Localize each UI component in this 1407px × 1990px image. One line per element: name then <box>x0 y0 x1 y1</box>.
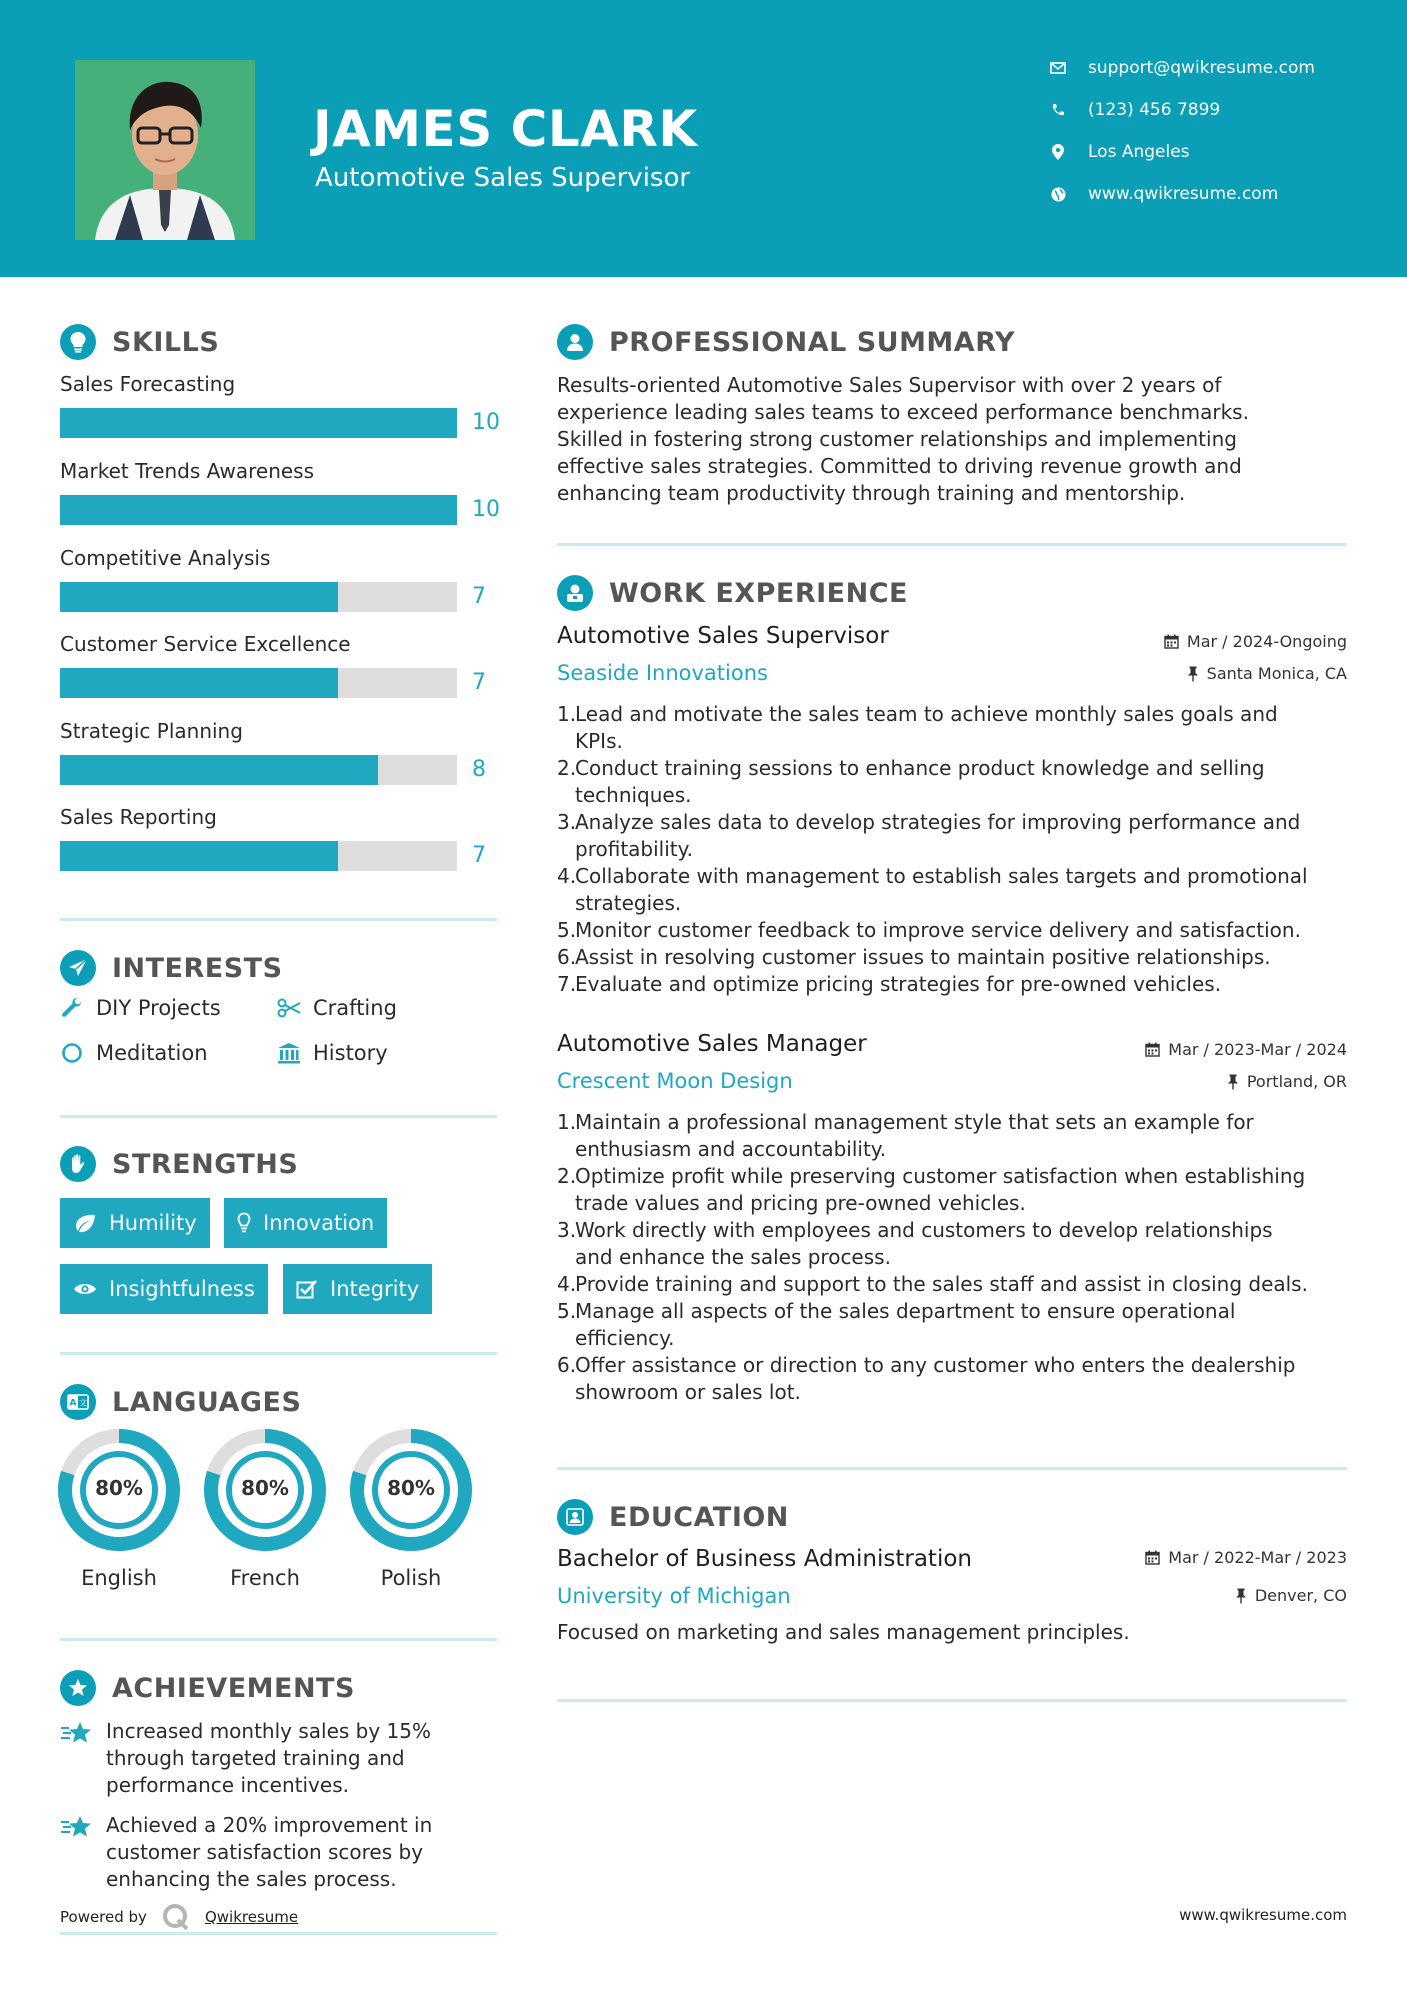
duty-item: 7. Evaluate and optimize pricing strategies for pre-owned vehicles. <box>557 972 1222 996</box>
language-percent: 80% <box>95 1476 143 1500</box>
lightbulb-icon <box>237 1212 251 1234</box>
language-item <box>203 1428 327 1590</box>
qwikresume-link[interactable]: Qwikresume <box>204 1908 299 1926</box>
interests-heading <box>60 950 283 986</box>
section-divider <box>60 1932 497 1935</box>
svg-text:A: A <box>69 1398 77 1409</box>
language-name: English <box>81 1566 157 1590</box>
skill-label: Sales Forecasting <box>60 372 236 396</box>
skill-bar <box>60 408 457 438</box>
skill-bar-fill <box>60 408 457 438</box>
summary-title: PROFESSIONAL SUMMARY <box>609 326 1016 358</box>
candidate-title: Automotive Sales Supervisor <box>315 163 691 193</box>
language-percent: 80% <box>387 1476 435 1500</box>
interest-label: Meditation <box>96 1041 208 1065</box>
duty-line: and enhance the sales process. <box>575 1245 891 1269</box>
skill-bar <box>60 668 457 698</box>
experience-title: WORK EXPERIENCE <box>609 577 908 609</box>
contact-website[interactable] <box>1050 184 1278 204</box>
shooting-star-icon <box>60 1720 94 1799</box>
eye-icon <box>73 1281 97 1297</box>
duty-line: profitability. <box>575 837 693 861</box>
strength-chip <box>60 1198 210 1248</box>
education-location <box>1235 1586 1347 1605</box>
strength-label: Insightfulness <box>109 1277 255 1301</box>
duty-line: trade values and pricing pre-owned vehicles. <box>575 1191 1026 1215</box>
contact-website-text: www.qwikresume.com <box>1088 184 1279 204</box>
job-date-text: Mar / 2023-Mar / 2024 <box>1168 1040 1347 1059</box>
job-date-text: Mar / 2024-Ongoing <box>1186 632 1347 651</box>
duty-line: efficiency. <box>575 1326 675 1350</box>
hand-icon <box>60 1146 96 1182</box>
shooting-star-icon <box>60 1814 94 1893</box>
duty-item: 5. Monitor customer feedback to improve service delivery and satisfaction. <box>557 918 1301 942</box>
qwikresume-logo-icon <box>161 1903 191 1931</box>
skill-bar <box>60 755 457 785</box>
contact-email[interactable] <box>1050 58 1315 78</box>
section-divider <box>557 1467 1347 1470</box>
pushpin-icon <box>1187 666 1199 682</box>
skill-bar <box>60 495 457 525</box>
envelope-icon <box>1050 60 1066 76</box>
duty-line: Maintain a professional management style that sets an example for <box>575 1110 1254 1134</box>
education-title: EDUCATION <box>609 1501 789 1533</box>
achievement-line: through targeted training and <box>106 1746 405 1770</box>
wrench-icon <box>60 996 84 1020</box>
globe-icon <box>1050 186 1066 202</box>
map-pin-icon <box>1050 144 1066 160</box>
duty-line: Offer assistance or direction to any customer who enters the dealership <box>575 1353 1296 1377</box>
duty-item: 6. Assist in resolving customer issues to maintain positive relationships. <box>557 945 1271 969</box>
duty-line: Evaluate and optimize pricing strategies for pre-owned vehicles. <box>575 972 1222 996</box>
interest-label: DIY Projects <box>96 996 221 1020</box>
phone-icon <box>1050 102 1066 118</box>
skill-label: Strategic Planning <box>60 719 243 743</box>
skill-label: Customer Service Excellence <box>60 632 351 656</box>
star-badge-icon <box>60 1670 96 1706</box>
language-percent: 80% <box>241 1476 289 1500</box>
achievement-line: customer satisfaction scores by <box>106 1840 424 1864</box>
strength-label: Integrity <box>330 1277 420 1301</box>
duty-item: 3. Work directly with employees and customers to develop relationships and enhance the sales process. <box>557 1218 1273 1269</box>
job-duties <box>557 701 1347 998</box>
section-divider <box>557 1699 1347 1702</box>
strength-label: Innovation <box>263 1211 375 1235</box>
duty-item: 5. Manage all aspects of the sales department to ensure operational efficiency. <box>557 1299 1236 1350</box>
language-name: Polish <box>380 1566 442 1590</box>
scissors-icon <box>277 996 301 1020</box>
duty-line: techniques. <box>575 783 692 807</box>
skill-value: 7 <box>472 670 486 695</box>
strength-chip <box>60 1264 268 1314</box>
skill-bar-fill <box>60 841 338 871</box>
skill-bar-fill <box>60 495 457 525</box>
briefcase-user-icon <box>557 575 593 611</box>
education-description: Focused on marketing and sales management principles. <box>557 1620 1130 1644</box>
leaf-icon <box>73 1213 97 1233</box>
experience-heading <box>557 575 908 611</box>
job-title: Automotive Sales Manager <box>557 1031 867 1057</box>
education-location-text: Denver, CO <box>1254 1586 1347 1605</box>
interest-label: History <box>313 1041 388 1065</box>
degree-title: Bachelor of Business Administration <box>557 1546 972 1572</box>
language-icon <box>60 1384 96 1420</box>
lightbulb-icon <box>60 324 96 360</box>
skill-label: Competitive Analysis <box>60 546 271 570</box>
summary-heading <box>557 324 1015 360</box>
duty-item: 2. Conduct training sessions to enhance product knowledge and selling techniques. <box>557 756 1265 807</box>
graduate-icon <box>557 1499 593 1535</box>
interest-label: Crafting <box>313 996 397 1020</box>
duty-line: Monitor customer feedback to improve service delivery and satisfaction. <box>575 918 1301 942</box>
contact-location <box>1050 142 1190 162</box>
calendar-icon <box>1164 634 1179 649</box>
job-title: Automotive Sales Supervisor <box>557 623 889 649</box>
check-square-icon <box>296 1279 318 1299</box>
pushpin-icon <box>1235 1588 1247 1604</box>
contact-location-text: Los Angeles <box>1088 142 1190 162</box>
strength-label: Humility <box>109 1211 197 1235</box>
strengths-title: STRENGTHS <box>112 1148 299 1180</box>
job-date <box>1145 1040 1347 1059</box>
education-heading <box>557 1499 789 1535</box>
duty-item: 6. Offer assistance or direction to any customer who enters the dealership showroom or sales lot. <box>557 1353 1296 1404</box>
user-icon <box>557 324 593 360</box>
duty-line: Optimize profit while preserving customer satisfaction when establishing <box>575 1164 1306 1188</box>
achievement-item <box>60 1812 460 1893</box>
svg-text:文: 文 <box>79 1398 87 1408</box>
achievement-line: Increased monthly sales by 15% <box>106 1719 432 1743</box>
duty-line: KPIs. <box>575 729 623 753</box>
strength-chip <box>283 1264 432 1314</box>
job-date <box>1164 632 1347 651</box>
skill-bar-fill <box>60 668 338 698</box>
interest-item <box>60 1041 208 1065</box>
section-divider <box>557 543 1347 546</box>
skill-value: 8 <box>472 757 486 782</box>
skill-label: Market Trends Awareness <box>60 459 315 483</box>
interest-item <box>277 1041 388 1065</box>
job-company: Seaside Innovations <box>557 661 768 685</box>
school-name: University of Michigan <box>557 1584 791 1608</box>
languages-title: LANGUAGES <box>112 1386 302 1418</box>
duty-item: 4. Collaborate with management to establish sales targets and promotional strategies. <box>557 864 1308 915</box>
section-divider <box>60 918 497 921</box>
job-location-text: Santa Monica, CA <box>1206 664 1347 683</box>
skill-value: 10 <box>472 410 500 435</box>
contact-email-text: support@qwikresume.com <box>1088 58 1315 78</box>
circle-icon <box>60 1041 84 1065</box>
skill-bar <box>60 582 457 612</box>
language-item <box>349 1428 473 1590</box>
job-location <box>1227 1072 1347 1091</box>
strengths-heading <box>60 1146 298 1182</box>
duty-line: enthusiasm and accountability. <box>575 1137 887 1161</box>
footer-url[interactable]: www.qwikresume.com <box>1179 1906 1347 1924</box>
achievements-title: ACHIEVEMENTS <box>112 1672 355 1704</box>
powered-by-label: Powered by <box>60 1908 147 1926</box>
section-divider <box>60 1115 497 1118</box>
contact-phone-text: (123) 456 7899 <box>1088 100 1221 120</box>
achievements-heading <box>60 1670 355 1706</box>
duty-line: Assist in resolving customer issues to maintain positive relationships. <box>575 945 1271 969</box>
education-date <box>1145 1548 1347 1567</box>
skills-title: SKILLS <box>112 326 220 358</box>
job-location <box>1187 664 1347 683</box>
summary-line: enhancing team productivity through training and mentorship. <box>557 481 1186 505</box>
skill-bar <box>60 841 457 871</box>
duty-item: 1. Maintain a professional management style that sets an example for enthusiasm and accountability. <box>557 1110 1254 1161</box>
skill-bar-fill <box>60 755 378 785</box>
pushpin-icon <box>1227 1074 1239 1090</box>
education-date-text: Mar / 2022-Mar / 2023 <box>1168 1548 1347 1567</box>
languages-heading <box>60 1384 301 1420</box>
duty-line: showroom or sales lot. <box>575 1380 801 1404</box>
skill-label: Sales Reporting <box>60 805 217 829</box>
calendar-icon <box>1145 1550 1160 1565</box>
duty-line: Provide training and support to the sales staff and assist in closing deals. <box>575 1272 1308 1296</box>
skill-value: 7 <box>472 584 486 609</box>
museum-icon <box>277 1041 301 1065</box>
skill-value: 10 <box>472 497 500 522</box>
summary-line: Results-oriented Automotive Sales Supervisor with over 2 years of <box>557 373 1222 397</box>
duty-line: Work directly with employees and customers to develop relationships <box>575 1218 1273 1242</box>
skill-value: 7 <box>472 843 486 868</box>
duty-item: 2. Optimize profit while preserving customer satisfaction when establishing trade values and pricing pre-owned vehicles. <box>557 1164 1306 1215</box>
section-divider <box>60 1638 497 1641</box>
contact-phone[interactable] <box>1050 100 1220 120</box>
duty-line: Manage all aspects of the sales department to ensure operational <box>575 1299 1236 1323</box>
strength-chip <box>224 1198 387 1248</box>
duty-item: 4. Provide training and support to the sales staff and assist in closing deals. <box>557 1272 1308 1296</box>
skills-heading <box>60 324 219 360</box>
duty-line: strategies. <box>575 891 682 915</box>
calendar-icon <box>1145 1042 1160 1057</box>
achievement-line: Achieved a 20% improvement in <box>106 1813 433 1837</box>
duty-item: 3. Analyze sales data to develop strategies for improving performance and profitability. <box>557 810 1301 861</box>
summary-line: experience leading sales teams to exceed performance benchmarks. <box>557 400 1249 424</box>
duty-line: Analyze sales data to develop strategies for improving performance and <box>575 810 1301 834</box>
summary-line: effective sales strategies. Committed to driving revenue growth and <box>557 454 1242 478</box>
job-company: Crescent Moon Design <box>557 1069 793 1093</box>
achievement-line: enhancing the sales process. <box>106 1867 397 1891</box>
duty-line: Collaborate with management to establish sales targets and promotional <box>575 864 1308 888</box>
job-location-text: Portland, OR <box>1246 1072 1347 1091</box>
achievement-item <box>60 1718 460 1799</box>
language-item <box>57 1428 181 1590</box>
profile-photo <box>75 60 255 240</box>
job-duties <box>557 1109 1347 1406</box>
interest-item <box>277 996 397 1020</box>
achievement-line: performance incentives. <box>106 1773 349 1797</box>
header-banner <box>0 0 1407 277</box>
summary-text <box>557 372 1297 507</box>
candidate-name: JAMES CLARK <box>313 100 698 158</box>
paper-plane-icon <box>60 950 96 986</box>
section-divider <box>60 1352 497 1355</box>
interest-item <box>60 996 221 1020</box>
duty-item: 1. Lead and motivate the sales team to achieve monthly sales goals and KPIs. <box>557 702 1278 753</box>
skill-bar-fill <box>60 582 338 612</box>
duty-line: Lead and motivate the sales team to achieve monthly sales goals and <box>575 702 1278 726</box>
duty-line: Conduct training sessions to enhance product knowledge and selling <box>575 756 1265 780</box>
language-name: French <box>230 1566 300 1590</box>
powered-by <box>60 1903 298 1931</box>
summary-line: Skilled in fostering strong customer relationships and implementing <box>557 427 1237 451</box>
interests-title: INTERESTS <box>112 952 283 984</box>
